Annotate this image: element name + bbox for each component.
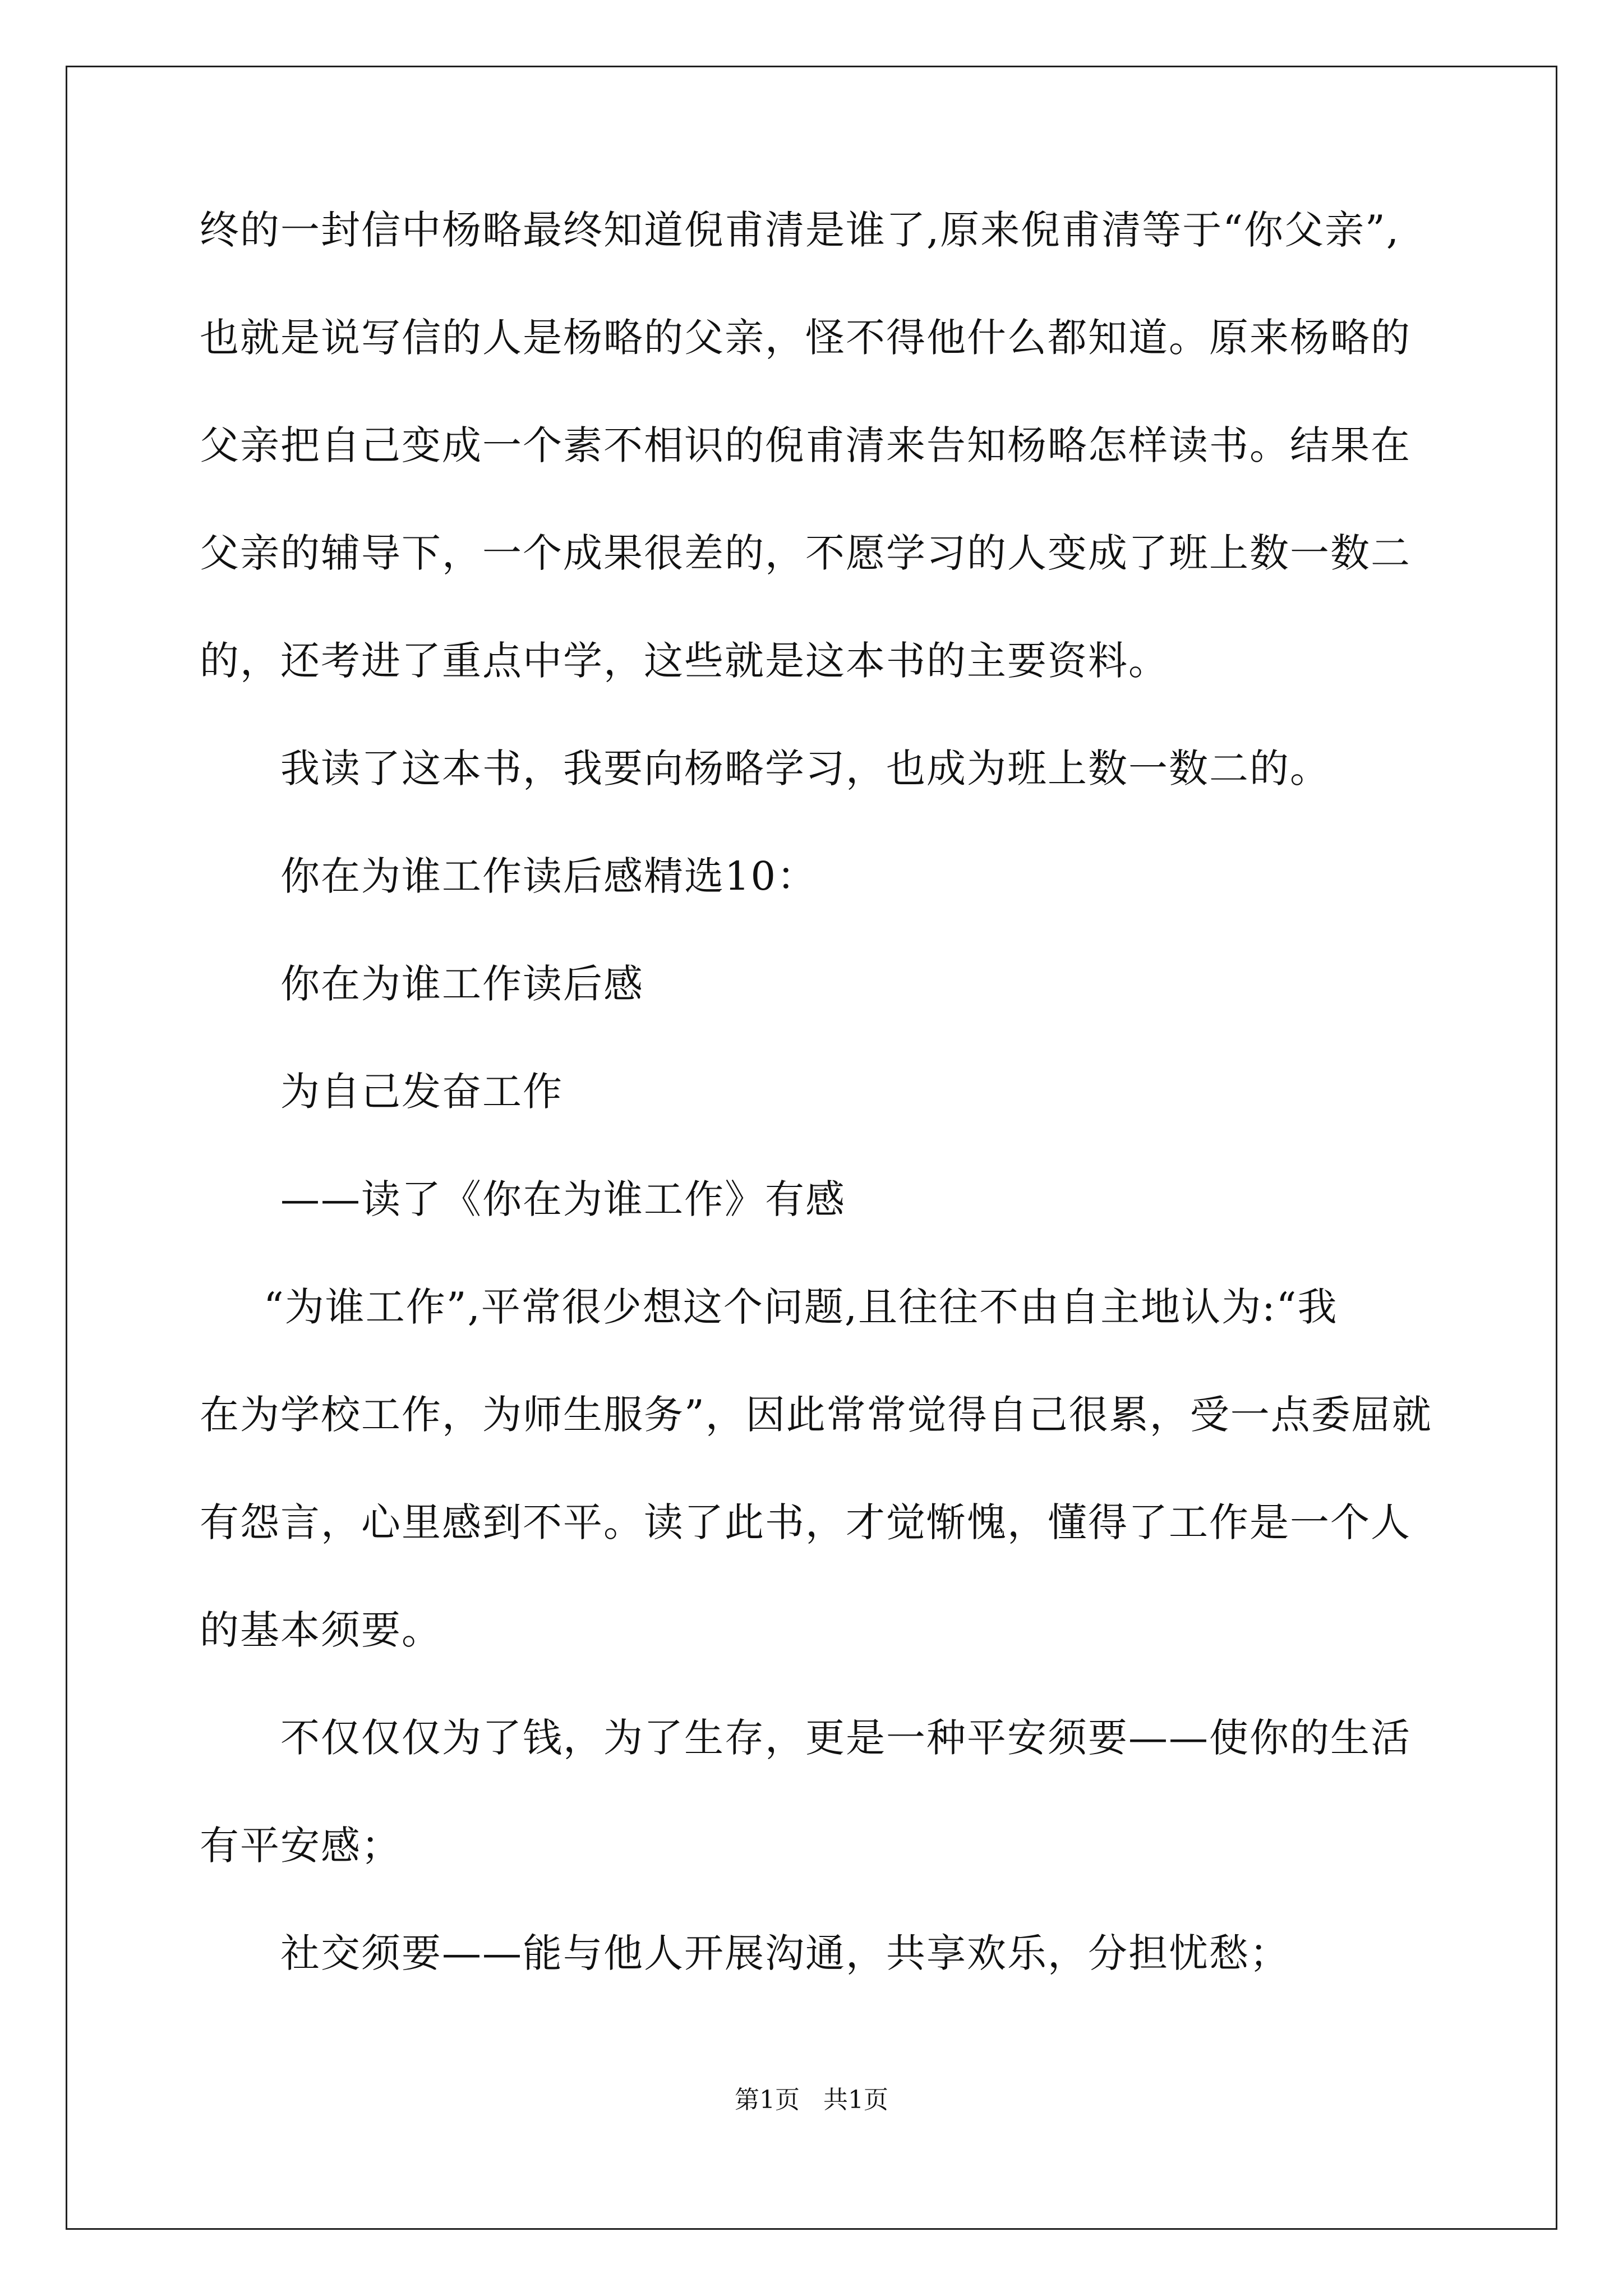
text-line: 的基本须要。 (200, 1607, 442, 1653)
paragraph-line: 社交须要——能与他人开展沟通，共享欢乐，分担忧愁； (280, 1930, 1290, 1976)
total-pages: 共1页 (823, 2086, 888, 2114)
paragraph-line: “为谁工作”,平常很少想这个问题,且往往不由自主地认为:“我 (264, 1284, 1338, 1330)
text-line: 的，还考进了重点中学，这些就是这本书的主要资料。 (200, 638, 1169, 684)
paragraph-line: 不仅仅仅为了钱，为了生存，更是一种平安须要——使你的生活 (280, 1715, 1411, 1761)
text-line: 也就是说写信的人是杨略的父亲，怪不得他什么都知道。原来杨略的 (200, 315, 1411, 361)
paragraph-line: 我读了这本书，我要向杨略学习，也成为班上数一数二的。 (280, 746, 1330, 792)
essay-byline: ——读了《你在为谁工作》有感 (280, 1176, 846, 1222)
essay-subtitle: 为自己发奋工作 (280, 1069, 563, 1115)
section-heading: 你在为谁工作读后感精选10： (280, 853, 818, 899)
text-line: 有怨言，心里感到不平。读了此书，才觉惭愧，懂得了工作是一个人 (200, 1499, 1411, 1545)
text-line: 有平安感； (200, 1823, 402, 1869)
text-line: 在为学校工作，为师生服务”，因此常常觉得自己很累，受一点委屈就 (200, 1392, 1432, 1438)
page-border (66, 66, 1557, 2230)
text-line: 父亲把自己变成一个素不相识的倪甫清来告知杨略怎样读书。结果在 (200, 422, 1411, 468)
essay-title: 你在为谁工作读后感 (280, 961, 644, 1007)
page-footer (0, 2083, 1623, 2117)
text-line: 父亲的辅导下，一个成果很差的，不愿学习的人变成了班上数一数二 (200, 530, 1411, 576)
page-number: 第1页 (735, 2086, 800, 2114)
text-line: 终的一封信中杨略最终知道倪甫清是谁了,原来倪甫清等于“你父亲”, (200, 207, 1400, 253)
